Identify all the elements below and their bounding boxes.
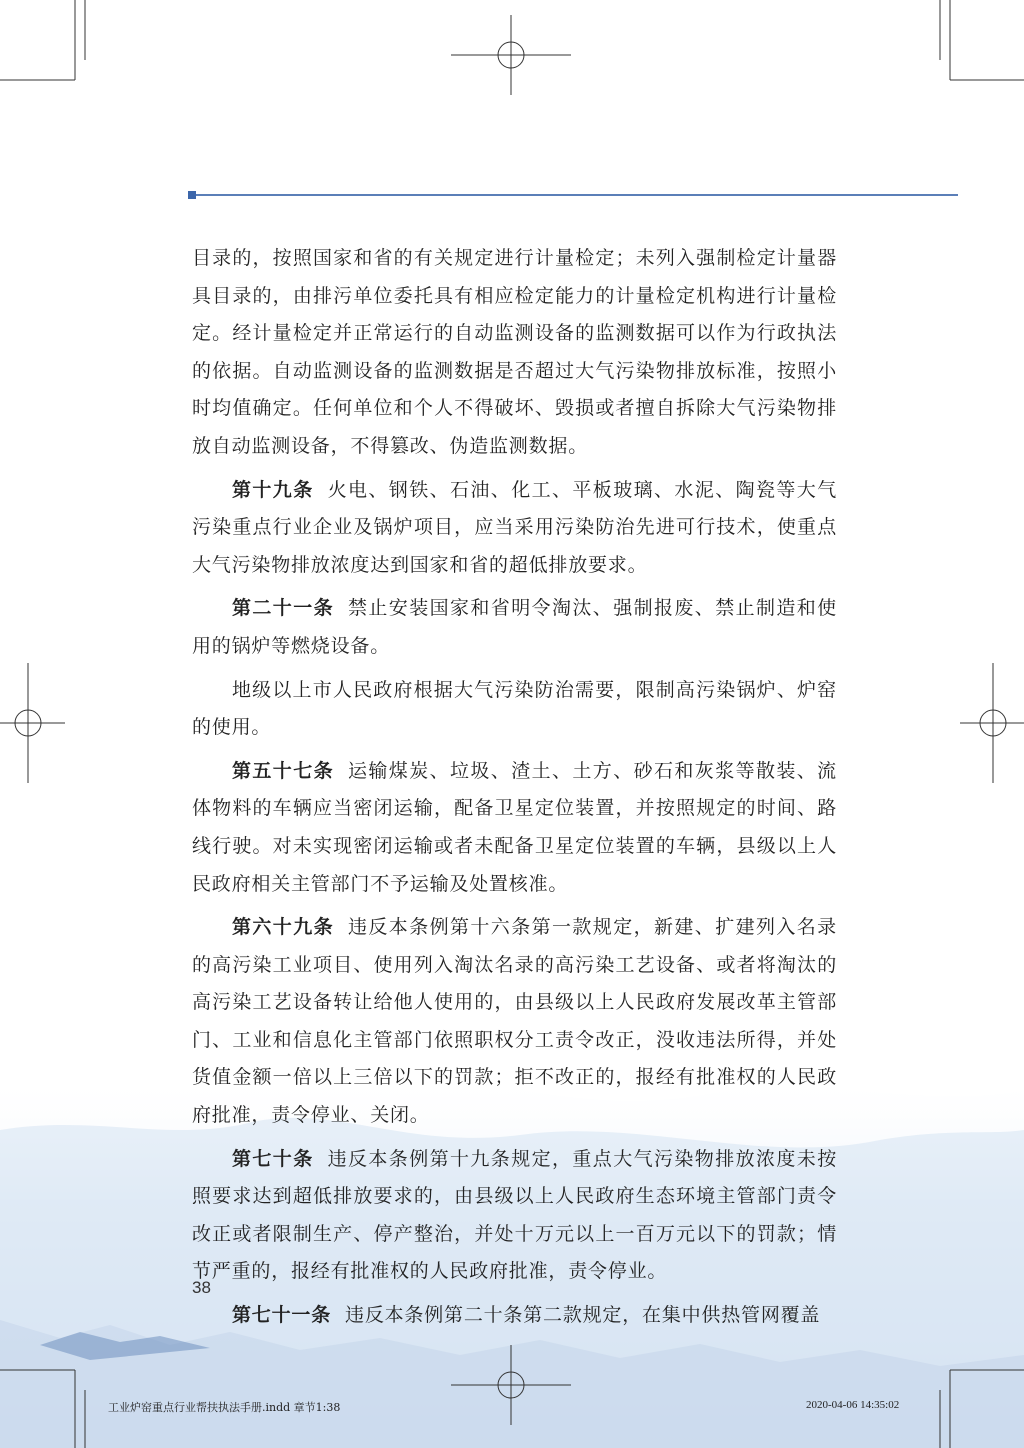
article-paragraph: 第七十一条 违反本条例第二十条第二款规定，在集中供热管网覆盖 (232, 1304, 821, 1327)
article-number: 第五十七条 (232, 759, 334, 782)
article-paragraph: 第六十九条 违反本条例第十六条第一款规定，新建、扩建列入名录的高污染工业项目、使用列入淘汰名录的高污染工艺设备、或者将淘汰的高污染工艺设备转让给他人使用的，由县级以上人民政府发展改革主管部门、工业和信息化主管部门依照职权分工责令改正，没收违法所得，并处货值金额一倍以上三倍以下的罚款；拒不改正的，报经有批准权的人民政府批准，责令停业、关闭。 (192, 916, 837, 1127)
article-paragraph: 第二十一条 禁止安装国家和省明令淘汰、强制报废、禁止制造和使用的锅炉等燃烧设备。 (192, 597, 837, 657)
article-paragraph: 第五十七条 运输煤炭、垃圾、渣土、土方、砂石和灰浆等散装、流体物料的车辆应当密闭运输，配备卫星定位装置，并按照规定的时间、路线行驶。对未实现密闭运输或者未配备卫星定位装置的车辆，县级以上人民政府相关主管部门不予运输及处置核准。 (192, 759, 837, 895)
print-slug-timestamp: 2020-04-06 14:35:02 (806, 1399, 900, 1411)
header-rule (190, 194, 958, 196)
article-number: 第六十九条 (232, 916, 334, 939)
paragraph: 地级以上市人民政府根据大气污染防治需要，限制高污染锅炉、炉窑的使用。 (192, 678, 837, 739)
paragraph: 目录的，按照国家和省的有关规定进行计量检定；未列入强制检定计量器具目录的，由排污单位委托具有相应检定能力的计量检定机构进行计量检定。经计量检定并正常运行的自动监测设备的监测数据可以作为行政执法的依据。自动监测设备的监测数据是否超过大气污染物排放标准，按照小时均值确定。任何单位和个人不得破坏、毁损或者擅自拆除大气污染物排放自动监测设备，不得篡改、伪造监测数据。 (192, 247, 837, 457)
article-paragraph: 第十九条 火电、钢铁、石油、化工、平板玻璃、水泥、陶瓷等大气污染重点行业企业及锅炉项目，应当采用污染防治先进可行技术，使重点大气污染物排放浓度达到国家和省的超低排放要求。 (192, 478, 837, 576)
page-number: 38 (192, 1278, 211, 1297)
body-text (192, 240, 837, 1341)
print-slug-filename: 工业炉窑重点行业帮扶执法手册.indd 章节1:38 (108, 1401, 341, 1414)
article-number: 第二十一条 (232, 597, 334, 620)
article-number: 第七十条 (232, 1147, 314, 1170)
article-paragraph: 第七十条 违反本条例第十九条规定，重点大气污染物排放浓度未按照要求达到超低排放要求的，由县级以上人民政府生态环境主管部门责令改正或者限制生产、停产整治，并处十万元以上一百万元以下的罚款；情节严重的，报经有批准权的人民政府批准，责令停业。 (192, 1147, 837, 1283)
header-rule-marker (188, 191, 196, 199)
article-number: 第七十一条 (232, 1304, 332, 1327)
article-number: 第十九条 (232, 478, 314, 501)
